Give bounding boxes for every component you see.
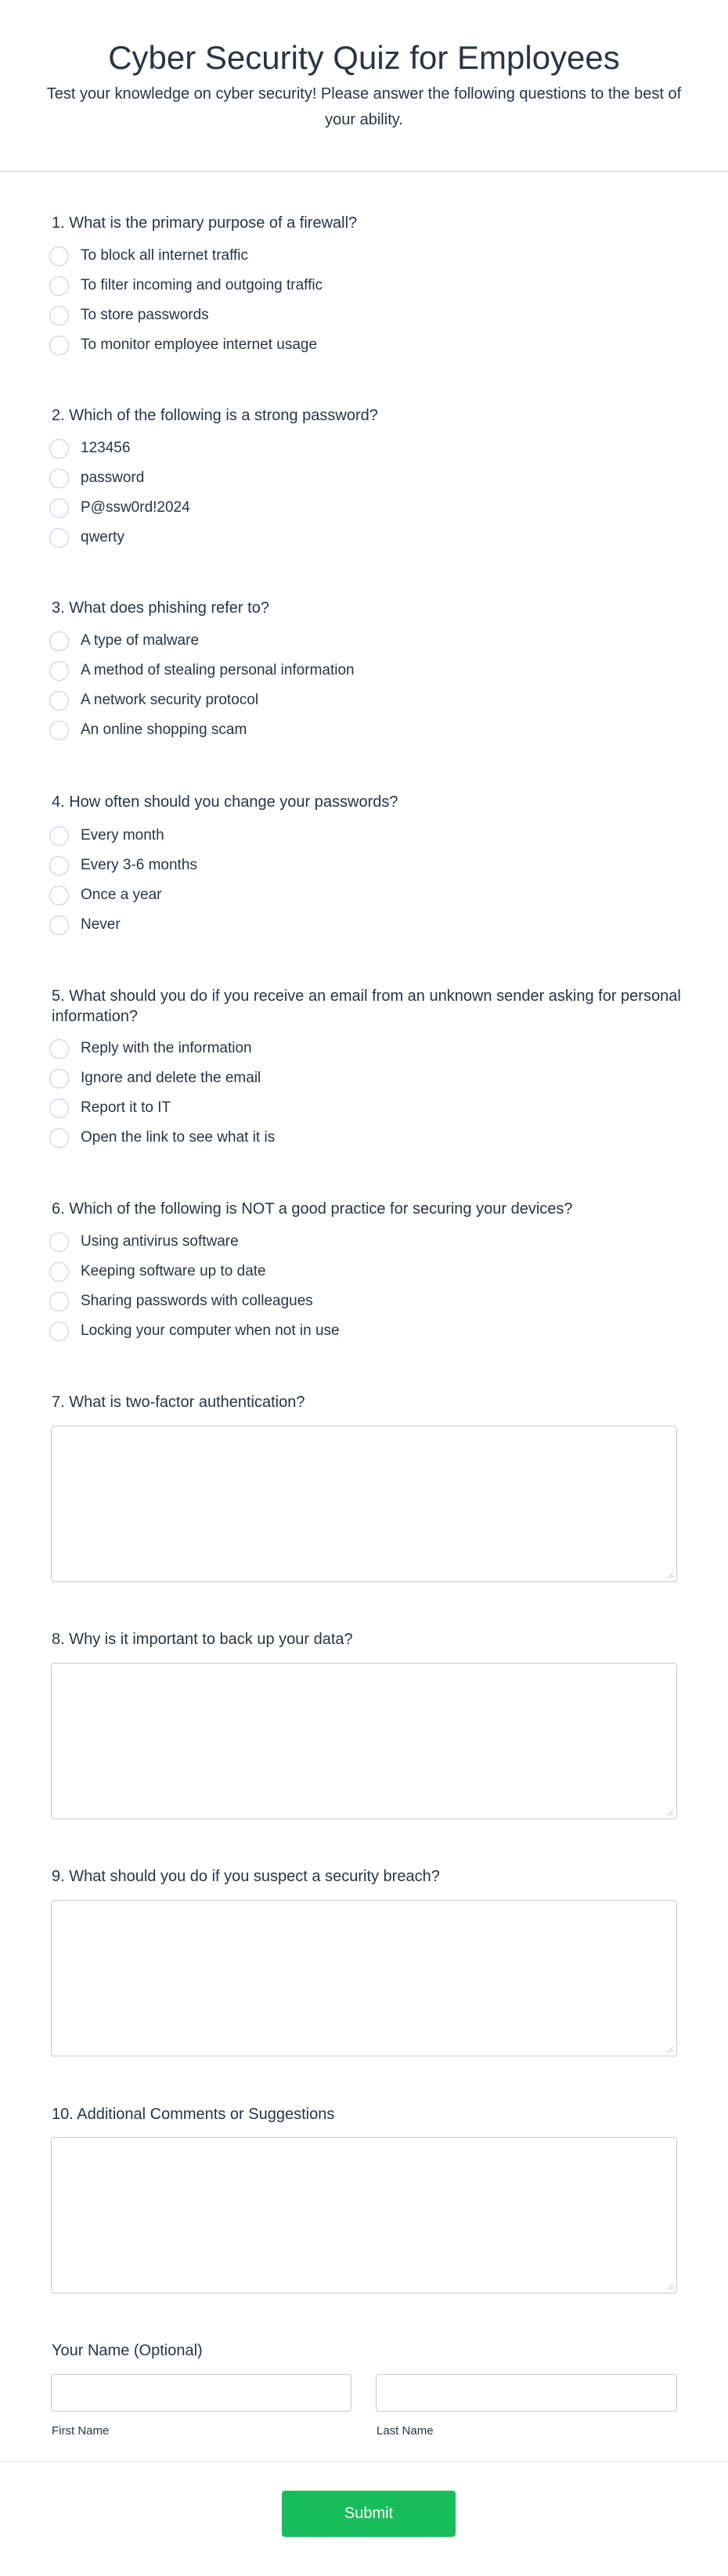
- form-subtitle: Test your knowledge on cyber security! Please answer the following questions to the best of your ability.: [46, 85, 682, 128]
- q10-answer-textarea[interactable]: [51, 2137, 677, 2294]
- resize-grip-icon[interactable]: [666, 1808, 674, 1816]
- radio-button[interactable]: [49, 1322, 69, 1341]
- option-label: A network security protocol: [81, 692, 259, 708]
- radio-button[interactable]: [49, 439, 69, 459]
- option-label: To filter incoming and outgoing traffic: [81, 277, 323, 293]
- radio-button[interactable]: [49, 1039, 69, 1059]
- q3-option-4[interactable]: [49, 718, 247, 742]
- option-label: 123456: [81, 440, 131, 456]
- question-5-label: 5. What should you do if you receive an email from an unknown sender asking for personal information?: [52, 988, 681, 1025]
- radio-button[interactable]: [49, 631, 69, 651]
- option-label: Once a year: [81, 887, 162, 903]
- resize-grip-icon[interactable]: [666, 2045, 674, 2053]
- form-header: [0, 0, 728, 172]
- radio-button[interactable]: [49, 1128, 69, 1148]
- radio-button[interactable]: [49, 661, 69, 681]
- radio-button[interactable]: [49, 469, 69, 488]
- radio-button[interactable]: [49, 721, 69, 740]
- name-label: Your Name (Optional): [52, 2342, 203, 2359]
- question-7-label: 7. What is two-factor authentication?: [52, 1394, 305, 1411]
- q4-option-1[interactable]: [49, 824, 164, 847]
- q8-answer-textarea[interactable]: [51, 1663, 677, 1819]
- option-label: To monitor employee internet usage: [81, 336, 318, 353]
- q3-option-1[interactable]: [49, 629, 199, 653]
- radio-button[interactable]: [49, 1292, 69, 1311]
- radio-button[interactable]: [49, 886, 69, 905]
- q3-option-3[interactable]: [49, 689, 258, 712]
- last-name-input[interactable]: [376, 2374, 677, 2412]
- option-label: Sharing passwords with colleagues: [81, 1293, 313, 1309]
- option-label: Never: [81, 916, 121, 933]
- question-8-label: 8. Why is it important to back up your data?: [52, 1631, 353, 1648]
- q2-option-3[interactable]: [49, 496, 190, 520]
- q9-answer-textarea[interactable]: [51, 1900, 677, 2056]
- option-label: Open the link to see what it is: [81, 1129, 276, 1146]
- q4-option-3[interactable]: [49, 883, 162, 907]
- radio-button[interactable]: [49, 1069, 69, 1088]
- option-label: P@ssw0rd!2024: [81, 499, 190, 516]
- radio-button[interactable]: [49, 691, 69, 711]
- option-label: Every 3-6 months: [81, 857, 197, 873]
- option-label: password: [81, 470, 145, 486]
- radio-button[interactable]: [49, 528, 69, 548]
- option-label: Using antivirus software: [81, 1233, 239, 1250]
- footer-divider: [0, 2461, 728, 2462]
- resize-grip-icon[interactable]: [666, 1571, 674, 1579]
- question-6-label: 6. Which of the following is NOT a good practice for securing your devices?: [52, 1200, 573, 1218]
- option-label: Ignore and delete the email: [81, 1070, 261, 1086]
- q5-option-1[interactable]: [49, 1037, 252, 1060]
- option-label: A method of stealing personal information: [81, 662, 355, 678]
- q6-option-3[interactable]: [49, 1290, 313, 1313]
- option-label: A type of malware: [81, 632, 200, 649]
- q1-option-2[interactable]: [49, 274, 323, 297]
- form-title: Cyber Security Quiz for Employees: [108, 39, 620, 76]
- radio-button[interactable]: [49, 498, 69, 518]
- question-3-label: 3. What does phishing refer to?: [52, 599, 269, 617]
- option-label: Keeping software up to date: [81, 1263, 266, 1279]
- submit-button[interactable]: Submit: [282, 2491, 456, 2537]
- question-9-label: 9. What should you do if you suspect a security breach?: [52, 1868, 440, 1885]
- radio-button[interactable]: [49, 246, 69, 266]
- radio-button[interactable]: [49, 276, 69, 296]
- q1-option-1[interactable]: [49, 244, 248, 268]
- q1-option-3[interactable]: [49, 304, 209, 327]
- radio-button[interactable]: [49, 916, 69, 935]
- radio-button[interactable]: [49, 1099, 69, 1118]
- first-name-sublabel: First Name: [52, 2424, 110, 2437]
- radio-button[interactable]: [49, 826, 69, 846]
- question-10-label: 10. Additional Comments or Suggestions: [52, 2106, 335, 2123]
- radio-button[interactable]: [49, 1262, 69, 1282]
- q6-option-1[interactable]: [49, 1230, 239, 1254]
- last-name-sublabel: Last Name: [377, 2424, 434, 2437]
- q1-option-4[interactable]: [49, 333, 317, 357]
- option-label: Reply with the information: [81, 1040, 252, 1056]
- radio-button[interactable]: [49, 1232, 69, 1252]
- q2-option-1[interactable]: [49, 437, 130, 460]
- q6-option-2[interactable]: [49, 1260, 266, 1283]
- q4-option-4[interactable]: [49, 913, 121, 937]
- option-label: An online shopping scam: [81, 721, 247, 738]
- q2-option-4[interactable]: [49, 526, 124, 549]
- question-4-label: 4. How often should you change your passwords?: [52, 793, 398, 811]
- q5-option-4[interactable]: [49, 1126, 275, 1149]
- option-label: To store passwords: [81, 307, 209, 323]
- option-label: qwerty: [81, 529, 124, 545]
- radio-button[interactable]: [49, 856, 69, 876]
- option-label: Report it to IT: [81, 1099, 171, 1116]
- first-name-input[interactable]: [51, 2374, 351, 2412]
- option-label: Every month: [81, 827, 164, 844]
- question-1-label: 1. What is the primary purpose of a firewall?: [52, 214, 358, 232]
- q7-answer-textarea[interactable]: [51, 1426, 677, 1582]
- question-2-label: 2. Which of the following is a strong password?: [52, 407, 378, 424]
- q6-option-4[interactable]: [49, 1319, 340, 1343]
- option-label: To block all internet traffic: [81, 247, 249, 264]
- q2-option-2[interactable]: [49, 466, 144, 490]
- radio-button[interactable]: [49, 336, 69, 355]
- option-label: Locking your computer when not in use: [81, 1322, 340, 1339]
- radio-button[interactable]: [49, 306, 69, 326]
- q5-option-3[interactable]: [49, 1096, 171, 1120]
- q5-option-2[interactable]: [49, 1067, 261, 1090]
- resize-grip-icon[interactable]: [666, 2283, 674, 2290]
- q3-option-2[interactable]: [49, 659, 355, 682]
- q4-option-2[interactable]: [49, 854, 197, 877]
